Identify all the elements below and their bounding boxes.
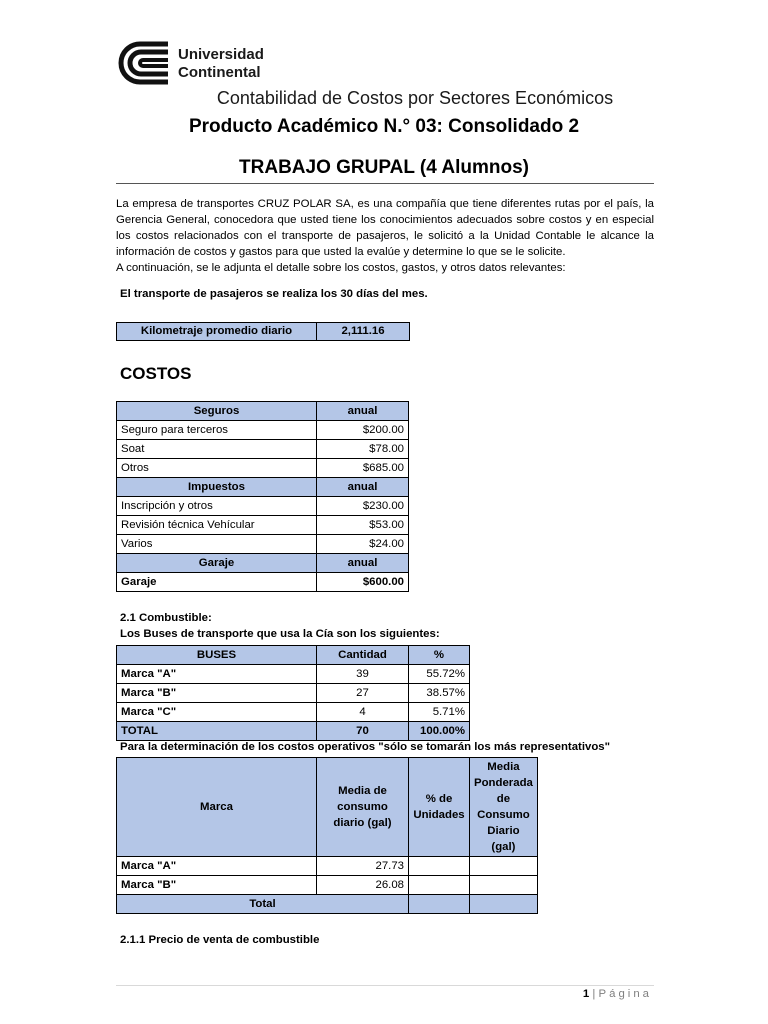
bus-pct: 5.71%	[409, 703, 470, 722]
table-row	[117, 665, 470, 684]
cons-total-label: Total	[117, 895, 409, 914]
cons-total-weighted	[470, 895, 538, 914]
ops-note: Para la determinación de los costos operativos "sólo se tomarán los más representativos"	[120, 741, 611, 753]
cons-weighted-cell	[470, 876, 538, 895]
table-row	[117, 440, 409, 459]
table-row	[117, 459, 409, 478]
km-table	[116, 322, 410, 341]
cons-brand: Marca "B"	[117, 876, 317, 895]
cons-avg: 27.73	[317, 857, 409, 876]
logo-line-1: Universidad	[178, 46, 264, 63]
bus-qty: 39	[317, 665, 409, 684]
km-label: Kilometraje promedio diario	[117, 323, 317, 341]
qty-header: Cantidad	[317, 646, 409, 665]
table-row	[117, 857, 538, 876]
bus-total-qty: 70	[317, 722, 409, 741]
fuel-section-title: 2.1 Combustible:	[120, 612, 212, 624]
footer-divider	[116, 985, 654, 986]
impuestos-col-header: anual	[317, 478, 409, 497]
bus-brand: Marca "B"	[117, 684, 317, 703]
cons-total-pct	[409, 895, 470, 914]
cons-weighted-cell	[470, 857, 538, 876]
buses-header: BUSES	[117, 646, 317, 665]
table-row	[117, 876, 538, 895]
bus-brand: Marca "C"	[117, 703, 317, 722]
table-row	[117, 684, 470, 703]
cons-avg: 26.08	[317, 876, 409, 895]
impuestos-header: Impuestos	[117, 478, 317, 497]
cost-label: Inscripción y otros	[117, 497, 317, 516]
cost-label: Garaje	[117, 573, 317, 592]
transport-note: El transporte de pasajeros se realiza los 30 días del mes.	[120, 288, 428, 300]
table-row	[117, 573, 409, 592]
costs-table	[116, 401, 409, 592]
group-title: TRABAJO GRUPAL (4 Alumnos)	[239, 157, 529, 178]
cost-value: $200.00	[317, 421, 409, 440]
bus-total-pct: 100.00%	[409, 722, 470, 741]
bus-qty: 4	[317, 703, 409, 722]
page-label: Página	[598, 988, 652, 1000]
bus-pct: 55.72%	[409, 665, 470, 684]
university-logo-icon	[116, 40, 172, 86]
cost-value: $685.00	[317, 459, 409, 478]
cost-label: Soat	[117, 440, 317, 459]
table-row	[117, 421, 409, 440]
cons-weighted-header: Media Ponderada de Consumo Diario (gal)	[470, 758, 538, 857]
product-title: Producto Académico N.° 03: Consolidado 2	[188, 116, 580, 137]
km-value: 2,111.16	[317, 323, 410, 341]
cons-brand: Marca "A"	[117, 857, 317, 876]
seguros-col-header: anual	[317, 402, 409, 421]
page-number: 1	[582, 988, 590, 1000]
logo-wordmark	[178, 46, 264, 82]
cons-brand-header: Marca	[117, 758, 317, 857]
title-divider	[116, 183, 654, 184]
cost-value: $600.00	[317, 573, 409, 592]
bus-total-label: TOTAL	[117, 722, 317, 741]
cons-pct-header: % de Unidades	[409, 758, 470, 857]
table-row	[117, 703, 470, 722]
buses-intro: Los Buses de transporte que usa la Cía son los siguientes:	[120, 628, 440, 640]
garaje-col-header: anual	[317, 554, 409, 573]
intro-text	[116, 196, 654, 276]
cons-pct-cell	[409, 857, 470, 876]
cost-label: Revisión técnica Vehícular	[117, 516, 317, 535]
cost-value: $78.00	[317, 440, 409, 459]
cons-pct-cell	[409, 876, 470, 895]
fuel-price-section: 2.1.1 Precio de venta de combustible	[120, 934, 320, 946]
cost-label: Varios	[117, 535, 317, 554]
costos-title: COSTOS	[120, 364, 192, 383]
footer-separator: |	[592, 988, 596, 1000]
table-row	[117, 535, 409, 554]
table-row	[117, 722, 470, 741]
page-footer	[560, 988, 652, 1000]
consumption-table	[116, 757, 538, 914]
pct-header: %	[409, 646, 470, 665]
intro-paragraph-2: A continuación, se le adjunta el detalle sobre los costos, gastos, y otros datos relevantes:	[116, 262, 566, 274]
cost-label: Otros	[117, 459, 317, 478]
bus-pct: 38.57%	[409, 684, 470, 703]
course-title: Contabilidad de Costos por Sectores Económicos	[216, 88, 614, 108]
cost-value: $230.00	[317, 497, 409, 516]
intro-paragraph-1: La empresa de transportes CRUZ POLAR SA, es una compañía que tiene diferentes rutas por el país, la Gerencia General, conocedora que usted tiene los conocimientos adecuados sobre costos y en especial los costos relacionados con el transporte de pasajeros, le solicitó a la Unidad Contable le alcance la información de costos y gastos para que usted la evalúe y determine lo que se le solicite.	[116, 198, 654, 258]
bus-brand: Marca "A"	[117, 665, 317, 684]
buses-table	[116, 645, 470, 741]
cost-value: $24.00	[317, 535, 409, 554]
cost-label: Seguro para terceros	[117, 421, 317, 440]
cost-value: $53.00	[317, 516, 409, 535]
bus-qty: 27	[317, 684, 409, 703]
logo-line-2: Continental	[178, 64, 261, 81]
table-row	[117, 497, 409, 516]
table-row	[117, 895, 538, 914]
seguros-header: Seguros	[117, 402, 317, 421]
garaje-header: Garaje	[117, 554, 317, 573]
table-row	[117, 516, 409, 535]
cons-avg-header: Media de consumo diario (gal)	[317, 758, 409, 857]
